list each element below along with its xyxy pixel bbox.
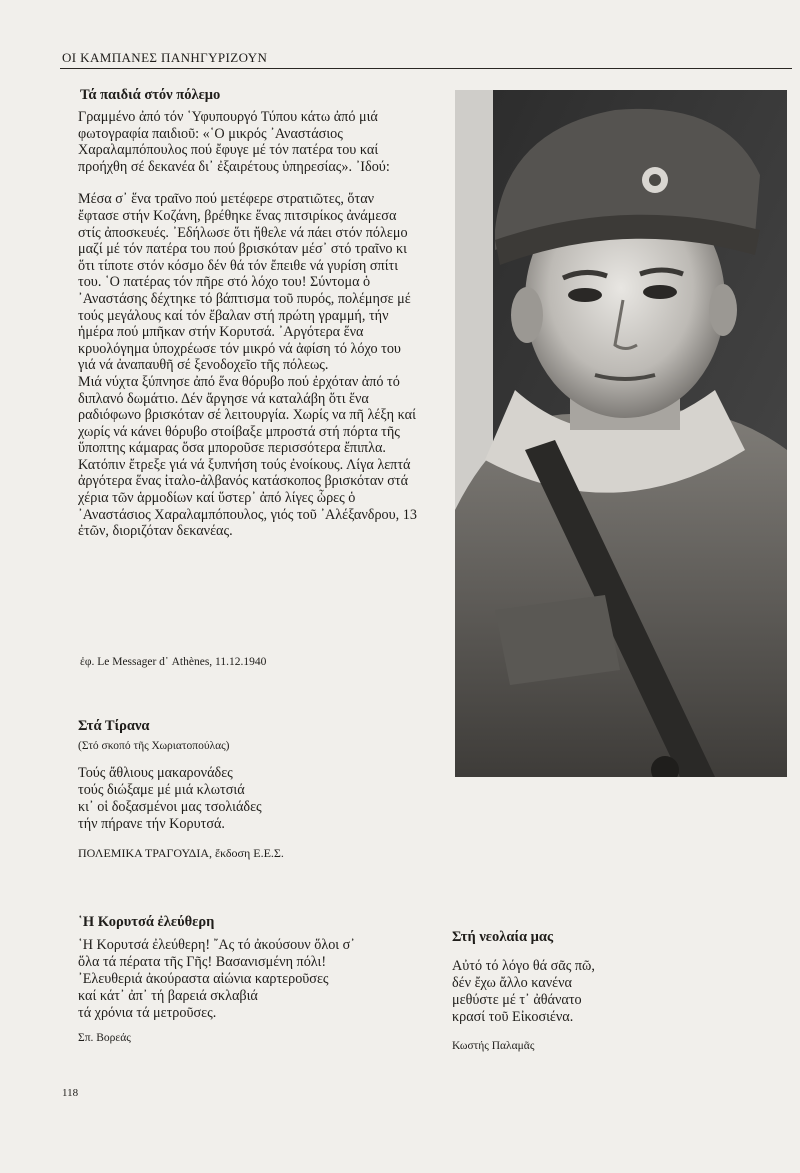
header-rule xyxy=(60,68,792,69)
korytsa-author: Σπ. Βορεάς xyxy=(78,1032,131,1044)
verse-line: κι᾿ οἱ δοξασμένοι μας τσολιάδες xyxy=(78,799,262,815)
running-title: ΟΙ ΚΑΜΠΑΝΕΣ ΠΑΝΗΓΥΡΙΖΟΥΝ xyxy=(62,50,268,65)
korytsa-title: ῾Η Κορυτσά ἐλεύθερη xyxy=(78,914,215,930)
page-number: 118 xyxy=(62,1087,79,1099)
verse-line: ᾿Ελευθεριά ἀκούραστα αἰώνια καρτεροῦσες xyxy=(78,971,329,987)
article-paragraph-1: Μέσα σ᾿ ἕνα τραῖνο πού μετέφερε στρατιῶτες, ὅταν ἔφτασε στήν Κοζάνη, βρέθηκε ἕνας πιτσιρίκος ἀνάμεσα στίς ἀποσκευές. ᾿Εδήλωσε ὅτι ἤθελε νά πάει στόν πόλεμο μαζί μέ τόν πατέρα του πού βρισκόταν μέσ᾿ στό τραῖνο κι ὅτι τίποτε στόν κόσμο δέν θά τόν ἔπειθε νά γυρίση σπίτι του. ῾Ο πατέρας τόν πῆρε στό λόχο του! Σύντομα ὁ ᾿Αναστάσης δέχτηκε τό βάπτισμα τοῦ πυρός, πολέμησε μέ τούς μεγάλους καί τόν ἔβαλαν στή πρώτη γραμμή, τήν ἡμέρα πού μπῆκαν στήν Κορυτσά. ᾿Αργότερα ἕνα κρυολόγημα ὑποχρέωσε τόν μικρό νά ἀφίση τό λόχο του γιά νά ἀναπαυθῆ σέ ξενοδοχεῖο τῆς πόλεως. xyxy=(78,191,411,374)
tirana-subtitle: (Στό σκοπό τῆς Χωριατοπούλας) xyxy=(78,740,230,752)
verse-line: ὅλα τά πέρατα τῆς Γῆς! Βασανισμένη πόλι! xyxy=(78,954,327,970)
verse-line: ῾Η Κορυτσά ἐλεύθερη! ῎Ας τό ἀκούσουν ὅλοι σ᾿ xyxy=(78,937,356,953)
verse-line: Τούς ἄθλιους μακαρονάδες xyxy=(78,765,233,781)
youth-title: Στή νεολαία μας xyxy=(452,929,554,945)
verse-line: Αὐτό τό λόγο θά σᾶς πῶ, xyxy=(452,958,595,974)
boy-soldier-photo xyxy=(455,90,787,777)
verse-line: τούς διώξαμε μέ μιά κλωτσιά xyxy=(78,782,245,798)
verse-line: κρασί τοῦ Εἰκοσιένα. xyxy=(452,1009,574,1025)
article-body xyxy=(78,109,418,540)
photo-illustration xyxy=(455,90,787,777)
article-source: ἐφ. Le Messager d᾿ Athènes, 11.12.1940 xyxy=(80,656,267,668)
youth-author: Κωστής Παλαμᾶς xyxy=(452,1040,535,1052)
tirana-title: Στά Τίρανα xyxy=(78,718,150,734)
verse-line: καί κάτ᾿ ἀπ᾿ τή βαρειά σκλαβιά xyxy=(78,988,258,1004)
youth-verse xyxy=(452,958,772,1026)
verse-line: δέν ἔχω ἄλλο κανένα xyxy=(452,975,572,991)
article-title: Τά παιδιά στόν πόλεμο xyxy=(80,87,221,103)
tirana-verse xyxy=(78,765,438,833)
tirana-source: ΠΟΛΕΜΙΚΑ ΤΡΑΓΟΥΔΙΑ, ἔκδοση Ε.Ε.Σ. xyxy=(78,846,284,860)
korytsa-verse xyxy=(78,937,438,1022)
article-paragraph-2: Μιά νύχτα ξύπνησε ἀπό ἕνα θόρυβο πού ἐρχόταν ἀπό τό διπλανό δωμάτιο. Δέν ἄργησε νά καταλάβη ὅτι ἕνα ραδιόφωνο βρισκόταν σέ λειτουργία. Χωρίς να πῆ λέξη καί χωρίς νά κάνει θόρυβο στοίβαξε μπροστά στή πόρτα τῆς ὕποπτης κάμαρας ὅσα μποροῦσε περισσότερα ἔπιπλα. Κατόπιν ἔτρεξε γιά νά ξυπνήση τούς ἐνοίκους. Λίγα λεπτά ἀργότερα ἕνας ἰταλο-ἀλβανός κατάσκοπος βρισκόταν στά χέρια τῶν ἁρμοδίων καί ὕστερ᾿ ἀπό λίγες ὧρες ὁ ᾿Αναστάσιος Χαραλαμπόπουλος, γιός τοῦ ᾿Αλέξανδρου, 13 ἐτῶν, διοριζόταν δεκανέας. xyxy=(78,373,417,540)
verse-line: μεθύστε μέ τ᾿ ἀθάνατο xyxy=(452,992,582,1008)
verse-line: τήν πήρανε τήν Κορυτσά. xyxy=(78,816,225,832)
article-intro: Γραμμένο ἀπό τόν ῾Υφυπουργό Τύπου κάτω ἀπό μιά φωτογραφία παιδιοῦ: «῾Ο μικρός ᾿Αναστάσιος Χαραλαμπόπουλος πού ἔφυγε μέ τόν πατέρα του καί προήχθη σέ δεκανέα δι᾿ ἐξαιρέτους ὑπηρεσίας». ᾿Ιδού: xyxy=(78,109,390,175)
verse-line: τά χρόνια τά μετροῦσες. xyxy=(78,1005,217,1021)
